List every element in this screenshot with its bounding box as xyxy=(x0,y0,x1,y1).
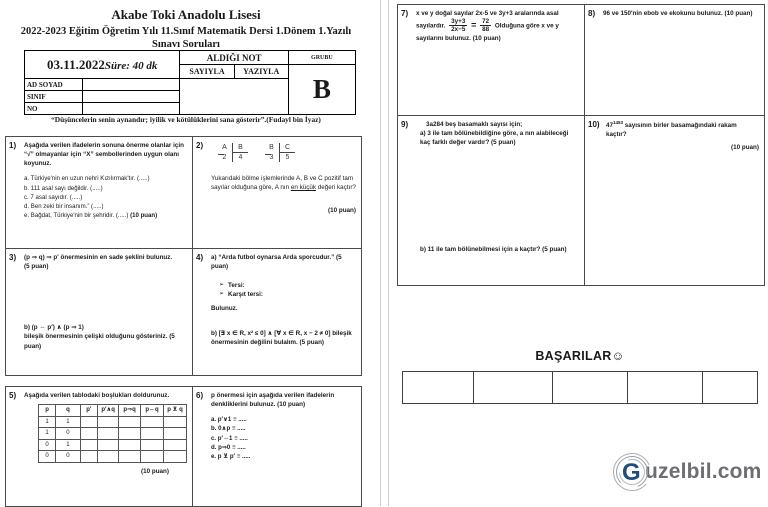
exam-date-cell xyxy=(25,51,180,79)
score-table xyxy=(402,371,758,404)
logo-letter-g: G xyxy=(622,459,641,486)
question-item: ➢ Tersi: xyxy=(219,282,245,290)
guzelbil-logo xyxy=(612,452,762,492)
score-area xyxy=(180,79,288,115)
question-number: 6) xyxy=(196,391,204,400)
points-label: (10 puan) xyxy=(328,207,356,215)
question-item: b. 111 asal sayı değildir. (.....) xyxy=(24,184,103,192)
question-item: ➢ Karşıt tersi: xyxy=(219,291,264,299)
question-10 xyxy=(584,115,765,286)
exam-page-1 xyxy=(0,0,372,506)
exam-header xyxy=(0,0,372,50)
question-5 xyxy=(5,386,193,507)
question-text: Aşağıda verilen ifadelerin sonuna önerme olanlar için “√” olmayanlar için “X” sembollerinden uygun olanı koyunuz. xyxy=(24,142,184,168)
question-text: p önermesi için aşağıda verilen ifadelerin denkliklerini bulunuz. (10 puan) xyxy=(211,392,335,409)
question-item: d. p⇒0 ≡ ..... xyxy=(211,443,246,451)
question-item: a. Türkiye'nin en uzun nehri Kızılırmak'tır. (.....) xyxy=(24,175,150,183)
exam-duration: Süre: 40 dk xyxy=(104,59,158,72)
grade-section-label: ALDIĞI NOT xyxy=(180,51,288,65)
division-diagram: B C 3 5 xyxy=(264,143,295,162)
score-cell xyxy=(402,371,474,404)
truth-table-header: p q p′ p′∧q p⇒q p⇔q p ⊻ q xyxy=(39,405,187,417)
truth-table-row: 0 1 xyxy=(39,439,187,451)
question-item: d. Ben zeki bir insanım.” (.....) xyxy=(24,202,104,210)
page-divider-line xyxy=(388,0,389,506)
truth-table-row: 0 0 xyxy=(39,451,187,463)
question-part-b: b) 11 ile tam bölünebilmesi için a kaçtır? (5 puan) xyxy=(420,246,567,254)
question-8 xyxy=(584,4,765,116)
question-3 xyxy=(5,248,193,376)
number-field xyxy=(83,103,180,115)
points-label: (10 puan) xyxy=(731,144,759,152)
success-message: BAŞARILAR☺ xyxy=(535,349,625,363)
truth-table xyxy=(38,404,187,463)
grade-written-label: YAZIYLA xyxy=(234,65,288,79)
question-text: Aşağıda verilen tablodaki boşlukları doldurunuz. xyxy=(24,392,170,399)
question-number: 5) xyxy=(9,391,17,400)
points-label: (10 puan) xyxy=(141,467,169,475)
question-text: $47^{1453}$ sayısının birler basamağındaki rakam kaçtır? xyxy=(606,120,737,139)
question-4 xyxy=(192,248,362,376)
truth-table-row: 1 1 xyxy=(39,416,187,428)
exam-page-2 xyxy=(392,0,768,506)
school-name: Akabe Toki Anadolu Lisesi xyxy=(111,7,261,22)
question-text: 3a284 beş basamaklı sayısı için; xyxy=(426,121,523,128)
motivational-quote: “Düşüncelerin senin aynandır; iyilik ve kötülüklerini sana gösterir”.(Fudayl bin İyaz) xyxy=(51,115,321,124)
page-divider-line xyxy=(380,0,381,506)
question-number: 7) xyxy=(401,9,409,18)
division-diagram: A B 2 4 xyxy=(217,143,248,162)
question-part-a: a) 3 ile tam bölünebildiğine göre, a nın alabileceği kaç farklı değer vardır? (5 puan) xyxy=(420,130,569,147)
equals-sign: = xyxy=(471,20,477,31)
score-cell xyxy=(703,371,758,404)
points-label: (10 puan) xyxy=(472,34,501,42)
question-part-b: b) [∃ x ∈ R, x² ≤ 0] ∧ [∀ x ∈ R, x − 2 ≠ 0] bileşik önermesinin değilini bulalım. (5 puan) xyxy=(211,329,352,346)
fraction: $\frac{72}{88}$ xyxy=(482,18,490,34)
student-info-table xyxy=(24,50,356,115)
grade-numeric-label: SAYIYLA xyxy=(180,65,234,79)
question-item: a. p′∨1 ≡ ..... xyxy=(211,416,247,424)
fraction: $\frac{3y+3}{2x-5}$ xyxy=(451,18,466,34)
question-number: 9) xyxy=(401,120,409,129)
exam-title: 2022-2023 Eğitim Öğretim Yılı 11.Sınıf Matematik Dersi 1.Dönem 1.Yazılı xyxy=(20,26,352,37)
score-cell xyxy=(474,371,553,404)
score-cell xyxy=(628,371,703,404)
question-text: 96 ve 150'nin ebob ve ekokunu bulunuz. (10 puan) xyxy=(603,10,753,17)
question-9 xyxy=(397,115,585,286)
question-text: x ve y doğal sayılar 2x-5 ve 3y+3 aralarında asal sayılardır. $\frac{3y+3}{2x-5}$ = $\frac{72}{88}$ Olduğuna göre x ve y sayılarını bulunuz. (10 puan) xyxy=(416,10,559,42)
question-find: Bulunuz. xyxy=(211,304,238,312)
exam-date: 03.11.2022 xyxy=(47,56,105,72)
question-part-b-text: bileşik önermesinin çelişki olduğunu gösteriniz. (5 puan) xyxy=(24,333,175,350)
question-1 xyxy=(5,136,193,249)
question-item: e. Bağdat, Türkiye'nin bir şehridir. (.....) (10 puan) xyxy=(24,211,158,219)
points-label: (10 puan) xyxy=(130,211,158,219)
arrow-bullet-icon: ➢ xyxy=(219,282,225,289)
group-value: B xyxy=(288,65,355,115)
question-text: Yukarıdaki bölme işlemlerinde A, B ve C pozitif tam sayılar olduğuna göre, A nın en küçük değeri kaçtır? xyxy=(211,175,356,192)
group-label: GRUBU xyxy=(288,51,355,65)
truth-table-row: 1 0 xyxy=(39,428,187,440)
score-cell xyxy=(553,371,628,404)
question-item: c. p′⇔1 ≡ ..... xyxy=(211,434,248,442)
class-field xyxy=(83,91,180,103)
question-2 xyxy=(192,136,362,249)
question-number: 8) xyxy=(588,9,596,18)
question-text: a) “Arda futbol oynarsa Arda sporcudur.” (5 puan) xyxy=(211,254,342,271)
question-text: (p ⇒ q) ⇒ p′ önermesinin en sade şeklini bulunuz. (5 puan) xyxy=(24,254,173,271)
question-item: c. 7 asal sayıdır. (.....) xyxy=(24,193,83,201)
question-number: 10) xyxy=(588,120,600,129)
question-number: 3) xyxy=(9,253,17,262)
question-6 xyxy=(192,386,362,507)
question-number: 2) xyxy=(196,141,204,150)
question-7 xyxy=(397,4,585,116)
exam-subtitle: Sınavı Soruları xyxy=(152,39,220,50)
field-label-number: NO xyxy=(25,103,83,115)
exponent: 1453 xyxy=(613,120,624,125)
arrow-bullet-icon: ➢ xyxy=(219,291,225,298)
field-label-name: AD SOYAD xyxy=(25,79,83,91)
field-label-class: SINIF xyxy=(25,91,83,103)
guzelbil-logo-icon xyxy=(612,452,652,492)
question-number: 4) xyxy=(196,253,204,262)
question-item: b. 0∧p ≡ ..... xyxy=(211,425,246,433)
name-field xyxy=(83,79,180,91)
question-part-b: b) (p ⇔ p′) ∧ (p ⇒ 1) xyxy=(24,324,84,332)
question-number: 1) xyxy=(9,141,17,150)
logo-text: uzelbil.com xyxy=(645,460,762,483)
question-item: e. p ⊻ p′ ≡ ..... xyxy=(211,452,251,460)
